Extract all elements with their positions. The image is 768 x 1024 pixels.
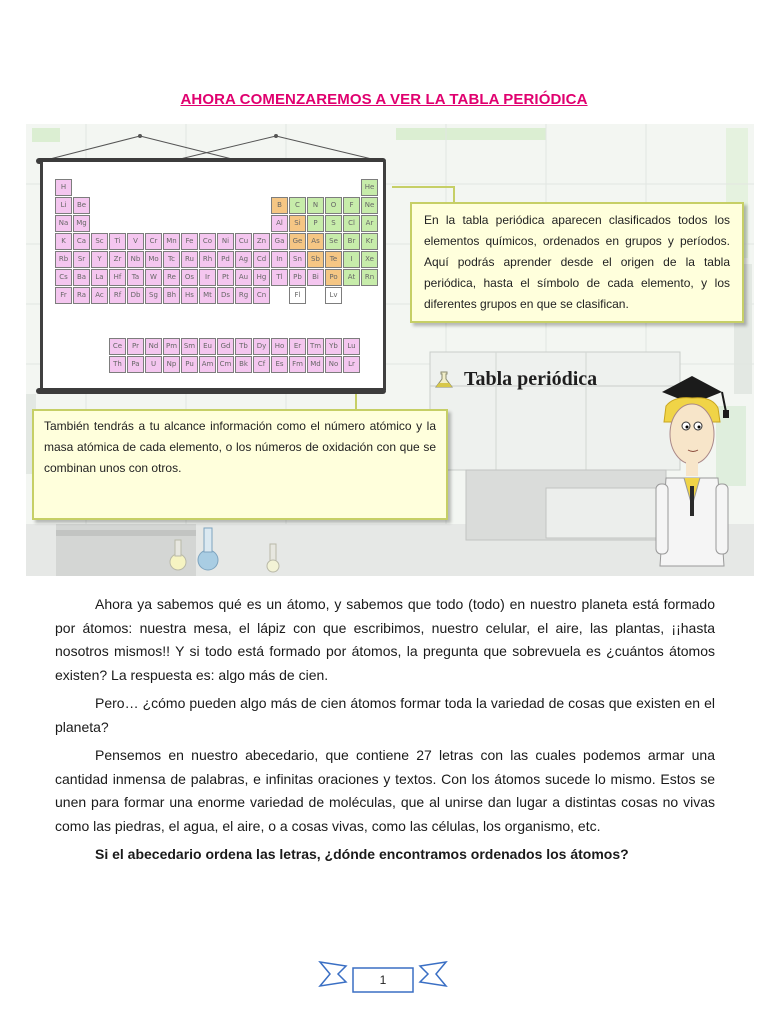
page-number: 1 <box>379 973 387 987</box>
element-cell-b: B <box>271 197 288 214</box>
element-cell-ho: Ho <box>271 338 288 355</box>
element-cell-tb: Tb <box>235 338 252 355</box>
element-cell-po: Po <box>325 269 342 286</box>
lanthanide-actinide-grid <box>109 338 360 373</box>
element-cell-v: V <box>127 233 144 250</box>
element-cell-pr: Pr <box>127 338 144 355</box>
element-cell-pb: Pb <box>289 269 306 286</box>
element-cell-eu: Eu <box>199 338 216 355</box>
element-cell-am: Am <box>199 356 216 373</box>
element-cell-tm: Tm <box>307 338 324 355</box>
paragraph-3: Pensemos en nuestro abecedario, que contiene 27 letras con las cuales podemos armar una cantidad inmensa de palabras, e infinitas oraciones y textos. Con los átomos sucede lo mismo. Estos se unen para formar una enorme variedad de moléculas, que al unirse dan lugar a distintas cosas no vivas como las piedras, el agua, el aire, o a cosas vivas, como las células, los organismo, etc. <box>55 747 715 834</box>
element-cell-pu: Pu <box>181 356 198 373</box>
element-cell-fe: Fe <box>181 233 198 250</box>
element-cell-re: Re <box>163 269 180 286</box>
element-cell-cr: Cr <box>145 233 162 250</box>
element-cell-in: In <box>271 251 288 268</box>
page-footer <box>318 958 448 998</box>
element-cell-cs: Cs <box>55 269 72 286</box>
element-cell-u: U <box>145 356 162 373</box>
periodic-table-grid <box>55 179 378 304</box>
element-cell-c: C <box>289 197 306 214</box>
element-cell-li: Li <box>55 197 72 214</box>
board-bottom-rod <box>36 388 386 394</box>
element-cell-cn: Cn <box>253 287 270 304</box>
element-cell-bh: Bh <box>163 287 180 304</box>
callout-atomic-info <box>32 409 448 520</box>
paragraph-2: Pero… ¿cómo pueden algo más de cien átomos formar toda la variedad de cosas que existen en el planeta? <box>55 695 715 735</box>
element-cell-bi: Bi <box>307 269 324 286</box>
element-cell-k: K <box>55 233 72 250</box>
element-cell-ba: Ba <box>73 269 90 286</box>
element-cell-db: Db <box>127 287 144 304</box>
callout-2-text: También tendrás a tu alcance información como el número atómico y la masa atómica de cada elemento, o los números de oxidación con que se combinan unos con otros. <box>44 419 436 475</box>
element-cell-ra: Ra <box>73 287 90 304</box>
element-cell-ca: Ca <box>73 233 90 250</box>
element-cell-rb: Rb <box>55 251 72 268</box>
element-cell-be: Be <box>73 197 90 214</box>
element-cell-ag: Ag <box>235 251 252 268</box>
element-cell-th: Th <box>109 356 126 373</box>
element-cell-cd: Cd <box>253 251 270 268</box>
illustration-heading <box>434 368 597 391</box>
element-cell-tl: Tl <box>271 269 288 286</box>
element-cell-yb: Yb <box>325 338 342 355</box>
element-cell-ta: Ta <box>127 269 144 286</box>
callout-table-description <box>410 202 744 323</box>
element-cell-ge: Ge <box>289 233 306 250</box>
element-cell-nd: Nd <box>145 338 162 355</box>
element-cell-ce: Ce <box>109 338 126 355</box>
question-text: Si el abecedario ordena las letras, ¿dónde encontramos ordenados los átomos? <box>95 846 629 862</box>
element-cell-te: Te <box>325 251 342 268</box>
element-cell-w: W <box>145 269 162 286</box>
element-cell-es: Es <box>271 356 288 373</box>
element-cell-zr: Zr <box>109 251 126 268</box>
element-cell-pa: Pa <box>127 356 144 373</box>
element-cell-o: O <box>325 197 342 214</box>
element-cell-cf: Cf <box>253 356 270 373</box>
element-cell-rg: Rg <box>235 287 252 304</box>
element-cell-lv: Lv <box>325 287 342 304</box>
element-cell-mo: Mo <box>145 251 162 268</box>
element-cell-np: Np <box>163 356 180 373</box>
element-cell-pm: Pm <box>163 338 180 355</box>
element-cell-la: La <box>91 269 108 286</box>
scientist-character <box>644 366 754 576</box>
element-cell-sr: Sr <box>73 251 90 268</box>
element-cell-sg: Sg <box>145 287 162 304</box>
element-cell-os: Os <box>181 269 198 286</box>
page-title: AHORA COMENZAREMOS A VER LA TABLA PERIÓDICA <box>180 91 588 108</box>
element-cell-n: N <box>307 197 324 214</box>
element-cell-i: I <box>343 251 360 268</box>
element-cell-lu: Lu <box>343 338 360 355</box>
element-cell-nb: Nb <box>127 251 144 268</box>
callout-1-text: En la tabla periódica aparecen clasificados todos los elementos químicos, ordenados en grupos y períodos. Aquí podrás aprender desde el origen de la tabla periódica, hasta el símbolo de cada elemento, y los diferentes grupos en que se clasifican. <box>424 213 730 311</box>
element-cell-lr: Lr <box>343 356 360 373</box>
element-cell-zn: Zn <box>253 233 270 250</box>
element-cell-mg: Mg <box>73 215 90 232</box>
element-cell-ni: Ni <box>217 233 234 250</box>
illustration-heading-text: Tabla periódica <box>464 368 598 390</box>
element-cell-sn: Sn <box>289 251 306 268</box>
element-cell-ds: Ds <box>217 287 234 304</box>
element-cell-al: Al <box>271 215 288 232</box>
element-cell-mn: Mn <box>163 233 180 250</box>
element-cell-rh: Rh <box>199 251 216 268</box>
periodic-table-illustration <box>26 124 754 576</box>
element-cell-at: At <box>343 269 360 286</box>
flask-icon <box>434 371 454 389</box>
element-cell-rn: Rn <box>361 269 378 286</box>
element-cell-br: Br <box>343 233 360 250</box>
element-cell-md: Md <box>307 356 324 373</box>
element-cell-ga: Ga <box>271 233 288 250</box>
element-cell-bk: Bk <box>235 356 252 373</box>
element-cell-mt: Mt <box>199 287 216 304</box>
element-cell-fr: Fr <box>55 287 72 304</box>
element-cell-pt: Pt <box>217 269 234 286</box>
element-cell-kr: Kr <box>361 233 378 250</box>
element-cell-dy: Dy <box>253 338 270 355</box>
element-cell-as: As <box>307 233 324 250</box>
element-cell-hf: Hf <box>109 269 126 286</box>
element-cell-h: H <box>55 179 72 196</box>
element-cell-na: Na <box>55 215 72 232</box>
body-text <box>55 593 715 872</box>
element-cell-sc: Sc <box>91 233 108 250</box>
element-cell-f: F <box>343 197 360 214</box>
element-cell-si: Si <box>289 215 306 232</box>
element-cell-sb: Sb <box>307 251 324 268</box>
element-cell-ne: Ne <box>361 197 378 214</box>
element-cell-fm: Fm <box>289 356 306 373</box>
element-cell-cl: Cl <box>343 215 360 232</box>
element-cell-rf: Rf <box>109 287 126 304</box>
element-cell-co: Co <box>199 233 216 250</box>
element-cell-s: S <box>325 215 342 232</box>
element-cell-y: Y <box>91 251 108 268</box>
element-cell-pd: Pd <box>217 251 234 268</box>
element-cell-cu: Cu <box>235 233 252 250</box>
periodic-table-board <box>40 162 386 390</box>
paragraph-1: Ahora ya sabemos qué es un átomo, y sabemos que todo (todo) en nuestro planeta está formado por átomos: nuestra mesa, el lápiz con que escribimos, nuestro celular, el aire, las plantas, ¡¡hasta nosotros mismos!! Y si todo está formado por átomos, la pregunta que sobrevuela es ¿cuántos átomos existen? La respuesta es: algo más de cien. <box>55 596 715 683</box>
element-cell-ru: Ru <box>181 251 198 268</box>
element-cell-ar: Ar <box>361 215 378 232</box>
element-cell-no: No <box>325 356 342 373</box>
element-cell-er: Er <box>289 338 306 355</box>
element-cell-gd: Gd <box>217 338 234 355</box>
element-cell-hg: Hg <box>253 269 270 286</box>
element-cell-p: P <box>307 215 324 232</box>
element-cell-ir: Ir <box>199 269 216 286</box>
element-cell-se: Se <box>325 233 342 250</box>
element-cell-au: Au <box>235 269 252 286</box>
element-cell-ac: Ac <box>91 287 108 304</box>
element-cell-xe: Xe <box>361 251 378 268</box>
element-cell-sm: Sm <box>181 338 198 355</box>
element-cell-he: He <box>361 179 378 196</box>
element-cell-cm: Cm <box>217 356 234 373</box>
element-cell-ti: Ti <box>109 233 126 250</box>
element-cell-fl: Fl <box>289 287 306 304</box>
element-cell-tc: Tc <box>163 251 180 268</box>
element-cell-hs: Hs <box>181 287 198 304</box>
